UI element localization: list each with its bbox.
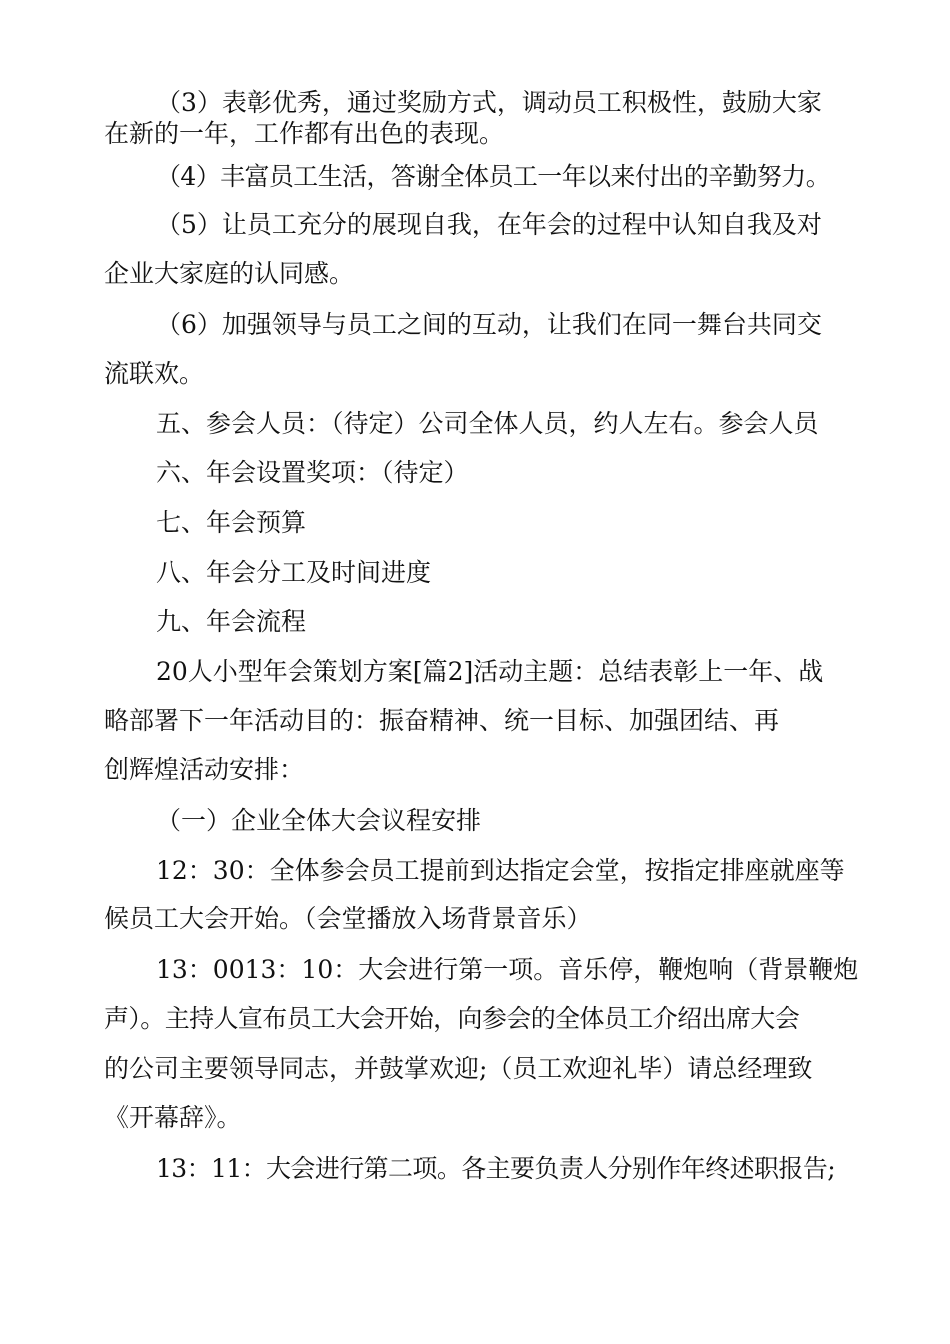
section-heading: 五、参会人员：（待定）公司全体人员，约人左右。参会人员 — [156, 409, 819, 438]
paragraph-line: 12：30：全体参会员工提前到达指定会堂，按指定排座就座等 — [156, 856, 845, 885]
paragraph-line: （5）让员工充分的展现自我，在年会的过程中认知自我及对 — [156, 210, 822, 239]
section-heading: 六、年会设置奖项：（待定） — [156, 458, 469, 487]
paragraph-line: 略部署下一年活动目的：振奋精神、统一目标、加强团结、再 — [104, 706, 780, 735]
paragraph-line: 流联欢。 — [104, 359, 205, 388]
section-heading: 八、年会分工及时间进度 — [156, 558, 432, 587]
paragraph-line: 候员工大会开始。（会堂播放入场背景音乐） — [104, 904, 592, 933]
paragraph-line: （4）丰富员工生活，答谢全体员工一年以来付出的辛勤努力。 — [156, 162, 831, 191]
paragraph-line: （6）加强领导与员工之间的互动，让我们在同一舞台共同交 — [156, 310, 822, 339]
section-heading: 七、年会预算 — [156, 508, 307, 537]
subsection-heading: （一）企业全体大会议程安排 — [156, 806, 482, 835]
paragraph-line: 在新的一年，工作都有出色的表现。 — [104, 119, 505, 148]
paragraph-line: 声）。主持人宣布员工大会开始，向参会的全体员工介绍出席大会 — [104, 1004, 800, 1033]
paragraph-line: （3）表彰优秀，通过奖励方式，调动员工积极性，鼓励大家 — [156, 88, 822, 117]
paragraph-line: 20人小型年会策划方案[篇2]活动主题：总结表彰上一年、战 — [156, 657, 824, 686]
paragraph-line: 的公司主要领导同志，并鼓掌欢迎;（员工欢迎礼毕）请总经理致 — [104, 1054, 813, 1083]
paragraph-line: 创辉煌活动安排： — [104, 755, 305, 784]
paragraph-line: 《开幕辞》。 — [104, 1103, 242, 1132]
paragraph-line: 13：11：大会进行第二项。各主要负责人分别作年终述职报告; — [156, 1154, 836, 1183]
section-heading: 九、年会流程 — [156, 607, 307, 636]
paragraph-line: 13：0013：10：大会进行第一项。音乐停，鞭炮响（背景鞭炮 — [156, 955, 859, 984]
paragraph-line: 企业大家庭的认同感。 — [104, 259, 355, 288]
